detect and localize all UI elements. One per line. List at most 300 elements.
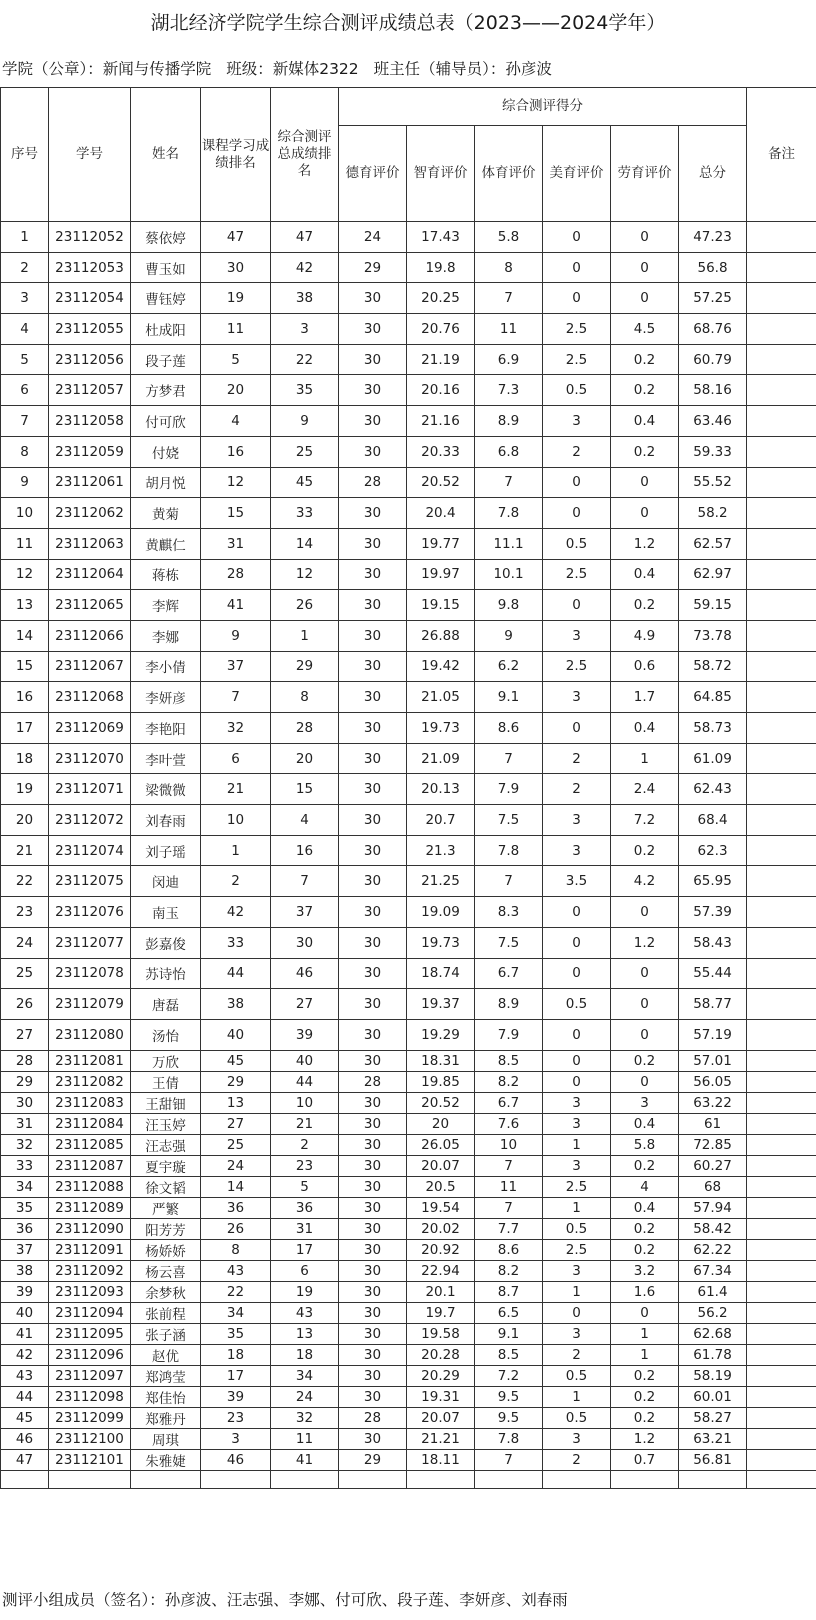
table-cell: 4.9 (611, 620, 679, 651)
table-cell: 23112070 (49, 743, 131, 774)
class-info-line (2, 56, 562, 82)
table-cell: 3 (543, 1323, 611, 1344)
table-cell: 23112063 (49, 528, 131, 559)
table-cell: 26 (271, 590, 339, 621)
header-name: 姓名 (131, 88, 201, 222)
table-cell: 28 (339, 1407, 407, 1428)
table-cell: 21.09 (407, 743, 475, 774)
table-cell: 23112061 (49, 467, 131, 498)
table-cell: 43 (271, 1302, 339, 1323)
table-cell: 60.27 (679, 1155, 747, 1176)
table-cell: 0.5 (543, 989, 611, 1020)
table-cell: 0 (611, 989, 679, 1020)
table-cell: 22.94 (407, 1260, 475, 1281)
table-cell: 9.8 (475, 590, 543, 621)
table-cell: 23112097 (49, 1365, 131, 1386)
table-cell: 8.2 (475, 1071, 543, 1092)
table-cell: 曹钰婷 (131, 283, 201, 314)
table-cell: 20.4 (407, 498, 475, 529)
table-cell: 23 (271, 1155, 339, 1176)
table-cell: 45 (271, 467, 339, 498)
table-cell: 0 (543, 1071, 611, 1092)
table-cell: 30 (339, 1302, 407, 1323)
table-cell: 29 (1, 1071, 49, 1092)
table-cell: 20.29 (407, 1365, 475, 1386)
table-cell: 23112096 (49, 1344, 131, 1365)
table-cell: 55.52 (679, 467, 747, 498)
table-cell: 3 (543, 682, 611, 713)
table-cell: 2 (271, 1134, 339, 1155)
table-cell: 10 (1, 498, 49, 529)
table-cell: 42 (1, 1344, 49, 1365)
table-cell: 2 (201, 866, 271, 897)
note-cell (747, 1302, 816, 1323)
table-cell: 30 (339, 1050, 407, 1071)
table-cell: 3.2 (611, 1260, 679, 1281)
table-cell: 30 (339, 436, 407, 467)
teacher-label: 班主任（辅导员）：孙彦波 (373, 60, 552, 78)
table-cell: 2 (543, 743, 611, 774)
page-title: 湖北经济学院学生综合测评成绩总表（2023——2024学年） (150, 12, 666, 34)
table-cell: 刘春雨 (131, 805, 201, 836)
table-row (1, 1050, 816, 1071)
table-row (1, 222, 816, 253)
table-cell: 0.6 (611, 651, 679, 682)
table-cell: 0.5 (543, 1218, 611, 1239)
note-cell (747, 1386, 816, 1407)
table-cell: 8.7 (475, 1281, 543, 1302)
table-cell: 19.15 (407, 590, 475, 621)
note-cell (747, 436, 816, 467)
table-cell: 33 (1, 1155, 49, 1176)
table-cell: 23112056 (49, 344, 131, 375)
table-cell: 彭嘉俊 (131, 927, 201, 958)
table-cell: 8 (201, 1239, 271, 1260)
table-row (1, 897, 816, 928)
table-cell: 12 (271, 559, 339, 590)
table-cell: 1 (1, 222, 49, 253)
table-cell: 68 (679, 1176, 747, 1197)
table-row (1, 805, 816, 836)
table-cell: 10.1 (475, 559, 543, 590)
table-cell: 19.77 (407, 528, 475, 559)
table-cell: 21.21 (407, 1428, 475, 1449)
table-cell: 15 (1, 651, 49, 682)
table-row (1, 1176, 816, 1197)
table-cell: 30 (339, 805, 407, 836)
table-cell: 3 (611, 1092, 679, 1113)
table-cell: 3 (543, 1260, 611, 1281)
table-row (1, 835, 816, 866)
table-cell: 5 (1, 344, 49, 375)
table-cell: 30 (339, 283, 407, 314)
table-cell: 30 (339, 927, 407, 958)
table-cell: 57.01 (679, 1050, 747, 1071)
table-cell: 40 (201, 1019, 271, 1050)
table-cell: 34 (271, 1365, 339, 1386)
table-cell: 20.07 (407, 1155, 475, 1176)
note-cell (747, 1239, 816, 1260)
table-cell: 9.5 (475, 1407, 543, 1428)
table-cell: 16 (1, 682, 49, 713)
table-body (1, 222, 816, 1489)
table-cell: 梁微微 (131, 774, 201, 805)
table-cell: 23 (201, 1407, 271, 1428)
table-cell: 16 (201, 436, 271, 467)
table-cell: 1 (543, 1134, 611, 1155)
table-cell: 7 (475, 283, 543, 314)
table-cell: 23112083 (49, 1092, 131, 1113)
note-cell (747, 958, 816, 989)
blank-cell (201, 1470, 271, 1488)
note-cell (747, 620, 816, 651)
note-cell (747, 1428, 816, 1449)
table-cell: 23112091 (49, 1239, 131, 1260)
table-row (1, 1197, 816, 1218)
table-cell: 45 (201, 1050, 271, 1071)
table-cell: 赵优 (131, 1344, 201, 1365)
table-cell: 20 (271, 743, 339, 774)
table-cell: 16 (271, 835, 339, 866)
table-cell: 段子莲 (131, 344, 201, 375)
table-cell: 33 (201, 927, 271, 958)
table-cell: 44 (271, 1071, 339, 1092)
table-cell: 22 (201, 1281, 271, 1302)
table-cell: 8.3 (475, 897, 543, 928)
table-cell: 21 (271, 1113, 339, 1134)
table-cell: 李艳阳 (131, 713, 201, 744)
table-cell: 付娆 (131, 436, 201, 467)
table-row (1, 467, 816, 498)
table-cell: 30 (339, 1260, 407, 1281)
table-cell: 黄麒仁 (131, 528, 201, 559)
table-cell: 3 (543, 1155, 611, 1176)
table-cell: 58.77 (679, 989, 747, 1020)
table-cell: 62.57 (679, 528, 747, 559)
table-cell: 20 (407, 1113, 475, 1134)
table-cell: 8.6 (475, 713, 543, 744)
table-cell: 黄菊 (131, 498, 201, 529)
table-cell: 23112057 (49, 375, 131, 406)
note-cell (747, 1323, 816, 1344)
table-cell: 0.4 (611, 406, 679, 437)
table-cell: 15 (271, 774, 339, 805)
table-cell: 19.73 (407, 927, 475, 958)
note-cell (747, 1407, 816, 1428)
table-cell: 60.01 (679, 1386, 747, 1407)
table-cell: 30 (339, 620, 407, 651)
table-cell: 23112082 (49, 1071, 131, 1092)
table-cell: 7.8 (475, 835, 543, 866)
table-cell: 56.81 (679, 1449, 747, 1470)
note-cell (747, 682, 816, 713)
table-cell: 万欣 (131, 1050, 201, 1071)
header-total: 总分 (679, 126, 747, 222)
table-cell: 10 (475, 1134, 543, 1155)
table-cell: 0.4 (611, 1197, 679, 1218)
note-cell (747, 835, 816, 866)
table-cell: 23112068 (49, 682, 131, 713)
table-cell: 28 (201, 559, 271, 590)
blank-cell (339, 1470, 407, 1488)
table-cell: 4 (611, 1176, 679, 1197)
table-cell: 29 (271, 651, 339, 682)
header-intel: 智育评价 (407, 126, 475, 222)
note-cell (747, 528, 816, 559)
table-cell: 郑雅丹 (131, 1407, 201, 1428)
table-cell: 18 (271, 1344, 339, 1365)
table-cell: 32 (271, 1407, 339, 1428)
table-cell: 8.2 (475, 1260, 543, 1281)
table-cell: 23112085 (49, 1134, 131, 1155)
table-cell: 62.68 (679, 1323, 747, 1344)
table-cell: 1 (611, 743, 679, 774)
table-cell: 23112062 (49, 498, 131, 529)
table-cell: 30 (339, 774, 407, 805)
note-cell (747, 1365, 816, 1386)
table-cell: 40 (271, 1050, 339, 1071)
table-row (1, 989, 816, 1020)
table-cell: 61.78 (679, 1344, 747, 1365)
table-cell: 19 (1, 774, 49, 805)
table-cell: 汤怡 (131, 1019, 201, 1050)
table-cell: 23112092 (49, 1260, 131, 1281)
table-cell: 胡月悦 (131, 467, 201, 498)
table-cell: 23112098 (49, 1386, 131, 1407)
table-cell: 1 (201, 835, 271, 866)
table-cell: 30 (339, 1092, 407, 1113)
header-student-id: 学号 (49, 88, 131, 222)
table-row (1, 774, 816, 805)
table-cell: 1.6 (611, 1281, 679, 1302)
table-cell: 37 (271, 897, 339, 928)
table-cell: 20.07 (407, 1407, 475, 1428)
table-cell: 19.7 (407, 1302, 475, 1323)
note-cell (747, 1134, 816, 1155)
table-cell: 25 (271, 436, 339, 467)
table-cell: 0 (543, 222, 611, 253)
table-row (1, 958, 816, 989)
note-cell (747, 1155, 816, 1176)
table-cell: 27 (1, 1019, 49, 1050)
note-cell (747, 743, 816, 774)
blank-cell (49, 1470, 131, 1488)
table-row (1, 252, 816, 283)
note-cell (747, 344, 816, 375)
table-cell: 0.4 (611, 1113, 679, 1134)
table-cell: 30 (339, 1281, 407, 1302)
table-cell: 刘子瑶 (131, 835, 201, 866)
table-cell: 30 (339, 1386, 407, 1407)
table-cell: 3 (201, 1428, 271, 1449)
table-row (1, 1344, 816, 1365)
table-cell: 余梦秋 (131, 1281, 201, 1302)
table-cell: 7.3 (475, 375, 543, 406)
table-cell: 42 (201, 897, 271, 928)
table-cell: 1.7 (611, 682, 679, 713)
table-cell: 23112094 (49, 1302, 131, 1323)
table-cell: 7 (475, 743, 543, 774)
table-cell: 30 (339, 682, 407, 713)
table-cell: 62.3 (679, 835, 747, 866)
note-cell (747, 1449, 816, 1470)
table-cell: 1 (271, 620, 339, 651)
table-row (1, 314, 816, 345)
table-cell: 12 (1, 559, 49, 590)
table-cell: 20.33 (407, 436, 475, 467)
table-cell: 30 (339, 314, 407, 345)
table-cell: 0 (543, 590, 611, 621)
table-cell: 29 (201, 1071, 271, 1092)
table-cell: 41 (271, 1449, 339, 1470)
table-cell: 5.8 (611, 1134, 679, 1155)
table-cell: 3 (543, 835, 611, 866)
table-cell: 63.46 (679, 406, 747, 437)
blank-cell (1, 1470, 49, 1488)
table-cell: 58.72 (679, 651, 747, 682)
table-row (1, 651, 816, 682)
table-cell: 5 (201, 344, 271, 375)
table-cell: 0 (543, 897, 611, 928)
table-cell: 57.94 (679, 1197, 747, 1218)
table-cell: 30 (339, 743, 407, 774)
note-cell (747, 1260, 816, 1281)
table-cell: 杜成阳 (131, 314, 201, 345)
table-cell: 30 (339, 651, 407, 682)
table-cell: 23112072 (49, 805, 131, 836)
table-cell: 57.19 (679, 1019, 747, 1050)
table-cell: 23112100 (49, 1428, 131, 1449)
table-cell: 34 (1, 1176, 49, 1197)
header-art: 美育评价 (543, 126, 611, 222)
header-no: 序号 (1, 88, 49, 222)
table-cell: 59.15 (679, 590, 747, 621)
blank-cell (475, 1470, 543, 1488)
table-cell: 23112077 (49, 927, 131, 958)
table-cell: 1 (611, 1323, 679, 1344)
note-cell (747, 774, 816, 805)
table-cell: 64.85 (679, 682, 747, 713)
table-cell: 30 (339, 1323, 407, 1344)
table-cell: 30 (339, 835, 407, 866)
table-cell: 方梦君 (131, 375, 201, 406)
table-cell: 68.76 (679, 314, 747, 345)
table-cell: 2 (543, 436, 611, 467)
table-cell: 41 (1, 1323, 49, 1344)
table-cell: 0 (611, 222, 679, 253)
table-cell: 11.1 (475, 528, 543, 559)
note-cell (747, 498, 816, 529)
table-cell: 24 (201, 1155, 271, 1176)
table-cell: 20.52 (407, 467, 475, 498)
table-cell: 蒋栋 (131, 559, 201, 590)
table-cell: 4.2 (611, 866, 679, 897)
table-cell: 29 (339, 1449, 407, 1470)
table-cell: 30 (339, 559, 407, 590)
table-cell: 19 (201, 283, 271, 314)
table-row (1, 1019, 816, 1050)
table-cell: 17.43 (407, 222, 475, 253)
note-cell (747, 283, 816, 314)
note-cell (747, 866, 816, 897)
table-row (1, 344, 816, 375)
table-cell: 夏宇璇 (131, 1155, 201, 1176)
table-cell: 10 (271, 1092, 339, 1113)
blank-cell (407, 1470, 475, 1488)
table-cell: 43 (1, 1365, 49, 1386)
note-cell (747, 1281, 816, 1302)
table-cell: 3 (543, 406, 611, 437)
table-row (1, 1071, 816, 1092)
table-cell: 0.2 (611, 1239, 679, 1260)
table-cell: 23112074 (49, 835, 131, 866)
table-cell: 2 (543, 1449, 611, 1470)
table-cell: 11 (201, 314, 271, 345)
table-cell: 30 (339, 1344, 407, 1365)
table-cell: 9 (201, 620, 271, 651)
table-cell: 23112053 (49, 252, 131, 283)
table-cell: 12 (201, 467, 271, 498)
table-cell: 21.05 (407, 682, 475, 713)
table-row (1, 436, 816, 467)
table-cell: 30 (339, 1428, 407, 1449)
table-cell: 23112065 (49, 590, 131, 621)
table-cell: 曹玉如 (131, 252, 201, 283)
table-cell: 20 (1, 805, 49, 836)
table-cell: 17 (1, 713, 49, 744)
table-cell: 19.42 (407, 651, 475, 682)
note-cell (747, 713, 816, 744)
table-cell: 张前程 (131, 1302, 201, 1323)
table-cell: 7 (271, 866, 339, 897)
table-cell: 7.7 (475, 1218, 543, 1239)
table-cell: 6 (271, 1260, 339, 1281)
table-cell: 47.23 (679, 222, 747, 253)
table-cell: 郑佳怡 (131, 1386, 201, 1407)
table-cell: 7.9 (475, 774, 543, 805)
table-cell: 0 (543, 958, 611, 989)
table-cell: 20.1 (407, 1281, 475, 1302)
table-cell: 4 (271, 805, 339, 836)
table-cell: 24 (271, 1386, 339, 1407)
table-cell: 58.73 (679, 713, 747, 744)
table-cell: 14 (1, 620, 49, 651)
table-cell: 1.2 (611, 927, 679, 958)
table-cell: 7.9 (475, 1019, 543, 1050)
table-row (1, 1323, 816, 1344)
table-cell: 35 (201, 1323, 271, 1344)
table-row (1, 590, 816, 621)
note-cell (747, 1050, 816, 1071)
table-cell: 3 (543, 805, 611, 836)
note-cell (747, 1071, 816, 1092)
table-row (1, 620, 816, 651)
table-cell: 0.5 (543, 1365, 611, 1386)
table-cell: 8.9 (475, 989, 543, 1020)
table-cell: 30 (339, 1134, 407, 1155)
table-cell: 2.5 (543, 344, 611, 375)
table-cell: 30 (1, 1092, 49, 1113)
table-cell: 张子涵 (131, 1323, 201, 1344)
table-cell: 21 (201, 774, 271, 805)
table-cell: 27 (271, 989, 339, 1020)
table-cell: 苏诗怡 (131, 958, 201, 989)
table-cell: 0 (611, 1302, 679, 1323)
table-cell: 30 (339, 958, 407, 989)
table-cell: 30 (339, 528, 407, 559)
table-cell: 0.2 (611, 835, 679, 866)
table-cell: 30 (339, 406, 407, 437)
